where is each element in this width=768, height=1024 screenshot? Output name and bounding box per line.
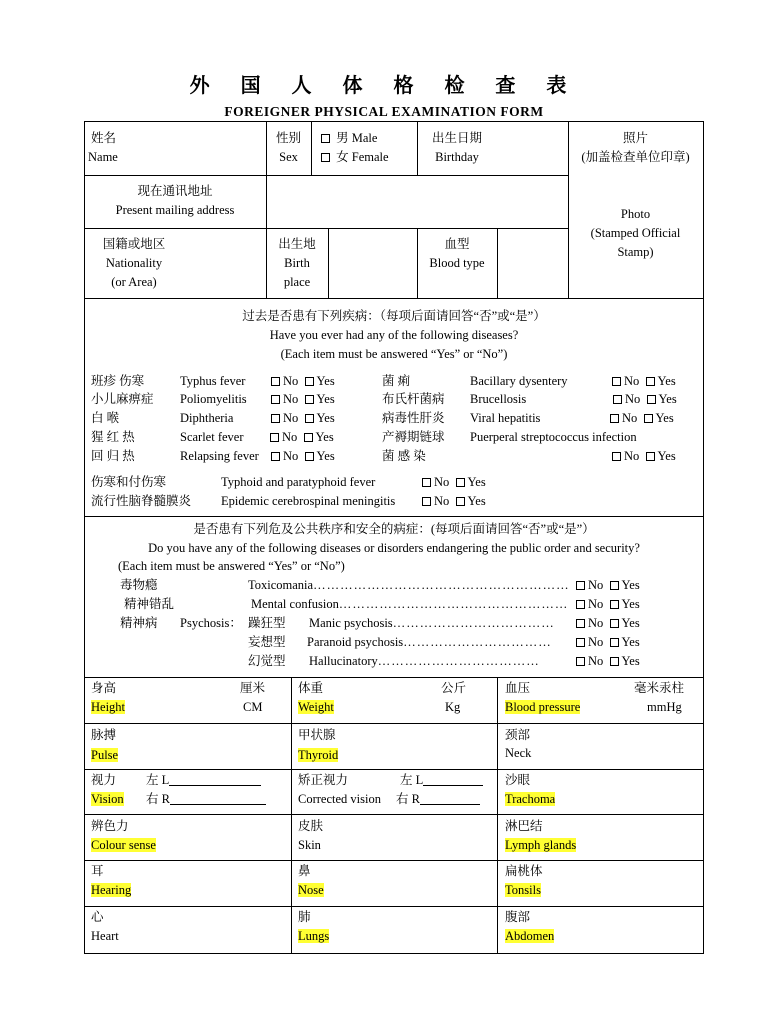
history-question-cn: 过去是否患有下列疾病：（每项后面请回答“否”或“是”） <box>242 309 546 323</box>
yes-checkbox[interactable] <box>647 395 656 404</box>
bp-unit-en: mmHg <box>647 700 682 714</box>
answer-pair: No Yes <box>270 428 334 446</box>
height-label-cn: 身高 <box>91 681 117 695</box>
disease-en: Poliomyelitis <box>180 392 247 406</box>
lymph-label-en: Lymph glands <box>505 838 577 852</box>
thyroid-label-en: Thyroid <box>298 748 339 762</box>
disorder-en: Paranoid psychosis…………………………… <box>307 635 552 649</box>
birthplace-label-cn: 出生地 <box>278 237 316 251</box>
disease-cn: 回 归 热 <box>91 449 135 463</box>
disease-cn: 伤寒和付伤寒 <box>91 475 167 489</box>
disorder-en: Mental confusion…………………………………………… <box>251 597 569 611</box>
disease-cn: 小儿麻痹症 <box>91 392 154 406</box>
yes-checkbox[interactable] <box>610 600 619 609</box>
disease-en: Diphtheria <box>180 411 234 425</box>
female-checkbox[interactable] <box>321 153 330 162</box>
yes-checkbox[interactable] <box>610 657 619 666</box>
disease-cn: 菌 感 染 <box>382 449 426 463</box>
form-title-cn: 外 国 人 体 格 检 查 表 <box>189 73 579 97</box>
trachoma-label-en: Trachoma <box>505 792 556 806</box>
heart-label-cn: 心 <box>91 910 104 924</box>
address-label-cn: 现在通讯地址 <box>137 184 213 198</box>
disorder-en: Toxicomania………………………………………………… <box>248 578 570 592</box>
disorder-cn: 精神错乱 <box>124 597 175 611</box>
trachoma-label-cn: 沙眼 <box>505 773 531 787</box>
disease-en: Puerperal streptococcus infection <box>470 430 637 444</box>
disorder-subtype-cn: 躁狂型 <box>248 616 286 630</box>
yes-checkbox[interactable] <box>456 497 465 506</box>
disease-en: Bacillary dysentery <box>470 374 568 388</box>
yes-checkbox[interactable] <box>304 433 313 442</box>
tonsils-label-cn: 扁桃体 <box>505 864 543 878</box>
danger-instruction: (Each item must be answered “Yes” or “No”) <box>118 559 345 573</box>
sex-option-female[interactable]: 女 Female <box>321 148 389 166</box>
nose-label-cn: 鼻 <box>298 864 311 878</box>
answer-pair: No Yes <box>576 595 640 613</box>
answer-pair: No Yes <box>576 652 640 670</box>
no-checkbox[interactable] <box>271 452 280 461</box>
hearing-label-en: Hearing <box>91 883 132 897</box>
bloodtype-label-cn: 血型 <box>444 237 470 251</box>
neck-label-en: Neck <box>505 746 532 760</box>
weight-unit-en: Kg <box>445 700 461 714</box>
disease-en: Viral hepatitis <box>470 411 541 425</box>
yes-checkbox[interactable] <box>305 377 314 386</box>
history-instruction: (Each item must be answered “Yes” or “No”) <box>280 347 508 361</box>
vision-label-en: Vision <box>91 792 124 806</box>
disorder-subtype-cn: 妄想型 <box>248 635 286 649</box>
name-label-en: Name <box>88 150 118 164</box>
yes-checkbox[interactable] <box>610 638 619 647</box>
no-checkbox[interactable] <box>271 377 280 386</box>
no-checkbox[interactable] <box>576 600 585 609</box>
photo-note-en: (Stamped Official <box>590 226 681 240</box>
name-field[interactable] <box>130 125 260 171</box>
nationality-label-en-2: (or Area) <box>111 275 157 289</box>
no-checkbox[interactable] <box>576 619 585 628</box>
disease-en: Typhus fever <box>180 374 246 388</box>
skin-label-cn: 皮肤 <box>298 819 324 833</box>
disease-cn: 布氏杆菌病 <box>382 392 445 406</box>
disease-cn: 流行性脑脊髓膜炎 <box>91 494 192 508</box>
no-checkbox[interactable] <box>576 638 585 647</box>
yes-checkbox[interactable] <box>610 619 619 628</box>
answer-pair: No Yes <box>612 372 676 390</box>
no-checkbox[interactable] <box>422 478 431 487</box>
disorder-cn: 精神病 <box>120 616 158 630</box>
yes-checkbox[interactable] <box>456 478 465 487</box>
disease-en: Epidemic cerebrospinal meningitis <box>221 494 396 508</box>
bp-label-cn: 血压 <box>505 681 531 695</box>
height-unit-cn: 厘米 <box>240 681 266 695</box>
sex-label-cn: 性别 <box>275 131 301 145</box>
nationality-label-en: Nationality <box>105 256 163 270</box>
corrected-vision-label-cn: 矫正视力 <box>298 773 349 787</box>
bloodtype-field[interactable] <box>501 232 564 294</box>
photo-note-cn: (加盖检查单位印章) <box>581 150 690 164</box>
no-checkbox[interactable] <box>271 395 280 404</box>
no-checkbox[interactable] <box>612 377 621 386</box>
male-checkbox[interactable] <box>321 134 330 143</box>
answer-pair: No Yes <box>576 614 640 632</box>
vision-label-cn: 视力 <box>91 773 117 787</box>
ear-label-cn: 耳 <box>91 864 104 878</box>
no-checkbox[interactable] <box>610 414 619 423</box>
pulse-label-en: Pulse <box>91 748 119 762</box>
yes-checkbox[interactable] <box>646 452 655 461</box>
psychosis-prefix: Psychosis： <box>180 616 242 630</box>
no-checkbox[interactable] <box>613 395 622 404</box>
corrected-vision-right[interactable]: 右 R <box>396 790 480 808</box>
lymph-label-cn: 淋巴结 <box>505 819 543 833</box>
weight-label-en: Weight <box>298 700 334 714</box>
disease-cn: 产褥期链球 <box>382 430 445 444</box>
yes-checkbox[interactable] <box>646 377 655 386</box>
vision-right[interactable]: 右 R <box>146 790 266 808</box>
disease-cn: 病毒性肝炎 <box>382 411 445 425</box>
birthplace-label-en: Birth <box>284 256 310 270</box>
disorder-subtype-cn: 幻觉型 <box>248 654 286 668</box>
disease-cn: 班疹 伤寒 <box>91 374 145 388</box>
weight-unit-cn: 公斤 <box>441 681 467 695</box>
name-label-cn: 姓名 <box>91 131 117 145</box>
colour-sense-label-en: Colour sense <box>91 838 156 852</box>
disease-cn: 猩 红 热 <box>91 430 135 444</box>
abdomen-label-cn: 腹部 <box>505 910 531 924</box>
answer-pair: No Yes <box>271 447 335 465</box>
disorder-cn: 毒物瘾 <box>120 578 158 592</box>
answer-pair: No Yes <box>422 473 486 491</box>
photo-note-en-2: Stamp) <box>617 245 654 259</box>
height-unit-en: CM <box>243 700 263 714</box>
answer-pair: No Yes <box>613 390 677 408</box>
disease-cn: 白 喉 <box>91 411 120 425</box>
heart-label-en: Heart <box>91 929 119 943</box>
colour-sense-label-cn: 辨色力 <box>91 819 129 833</box>
lungs-label-cn: 肺 <box>298 910 311 924</box>
answer-pair: No Yes <box>576 576 640 594</box>
neck-label-cn: 颈部 <box>505 728 531 742</box>
disorder-en: Hallucinatory……………………………… <box>309 654 540 668</box>
bp-label-en: Blood pressure <box>505 700 581 714</box>
address-field[interactable] <box>270 179 564 224</box>
lungs-label-en: Lungs <box>298 929 330 943</box>
height-label-en: Height <box>91 700 126 714</box>
nose-label-en: Nose <box>298 883 324 897</box>
abdomen-label-en: Abdomen <box>505 929 555 943</box>
answer-pair: No Yes <box>610 409 674 427</box>
yes-checkbox[interactable] <box>305 414 314 423</box>
disease-en: Typhoid and paratyphoid fever <box>221 475 376 489</box>
birthplace-label-en-2: place <box>283 275 311 289</box>
no-checkbox[interactable] <box>612 452 621 461</box>
birthday-label-en: Birthday <box>435 150 479 164</box>
no-checkbox[interactable] <box>271 414 280 423</box>
corrected-vision-left[interactable]: 左 L <box>400 771 483 789</box>
disease-en: Relapsing fever <box>180 449 259 463</box>
birthday-field[interactable] <box>500 125 564 171</box>
answer-pair: No Yes <box>271 409 335 427</box>
answer-pair: No Yes <box>271 390 335 408</box>
no-checkbox[interactable] <box>576 581 585 590</box>
nationality-field[interactable] <box>186 232 262 294</box>
answer-pair: No Yes <box>422 492 486 510</box>
answer-pair: No Yes <box>271 372 335 390</box>
danger-question-en: Do you have any of the following diseases or disorders endangering the public order and security? <box>148 541 640 555</box>
disease-en: Scarlet fever <box>180 430 244 444</box>
photo-label-en: Photo <box>620 207 651 221</box>
birthday-label-cn: 出生日期 <box>431 131 482 145</box>
bloodtype-label-en: Blood type <box>429 256 485 270</box>
tonsils-label-en: Tonsils <box>505 883 541 897</box>
birthplace-field[interactable] <box>332 232 412 294</box>
yes-checkbox[interactable] <box>305 395 314 404</box>
disease-cn: 菌 痢 <box>382 374 411 388</box>
thyroid-label-cn: 甲状腺 <box>298 728 336 742</box>
no-checkbox[interactable] <box>576 657 585 666</box>
yes-checkbox[interactable] <box>644 414 653 423</box>
form-title-en: FOREIGNER PHYSICAL EXAMINATION FORM <box>224 104 544 119</box>
bp-unit-cn: 毫米汞柱 <box>634 681 685 695</box>
pulse-label-cn: 脉搏 <box>91 728 117 742</box>
weight-label-cn: 体重 <box>298 681 324 695</box>
vision-left[interactable]: 左 L <box>146 771 261 789</box>
no-checkbox[interactable] <box>270 433 279 442</box>
skin-label-en: Skin <box>298 838 321 852</box>
yes-checkbox[interactable] <box>305 452 314 461</box>
corrected-vision-label-en: Corrected vision <box>298 792 381 806</box>
answer-pair: No Yes <box>612 447 676 465</box>
answer-pair: No Yes <box>576 633 640 651</box>
history-question-en: Have you ever had any of the following diseases? <box>269 328 519 342</box>
danger-question-cn: 是否患有下列危及公共秩序和安全的病症：(每项后面请回答“否”或“是”） <box>193 522 595 536</box>
nationality-label-cn: 国籍或地区 <box>102 237 166 251</box>
sex-option-male[interactable]: 男 Male <box>321 129 377 147</box>
disorder-en: Manic psychosis……………………………… <box>309 616 555 630</box>
yes-checkbox[interactable] <box>610 581 619 590</box>
no-checkbox[interactable] <box>422 497 431 506</box>
address-label-en: Present mailing address <box>115 203 235 217</box>
photo-label-cn: 照片 <box>622 131 648 145</box>
sex-label-en: Sex <box>279 150 298 164</box>
disease-en: Brucellosis <box>470 392 527 406</box>
